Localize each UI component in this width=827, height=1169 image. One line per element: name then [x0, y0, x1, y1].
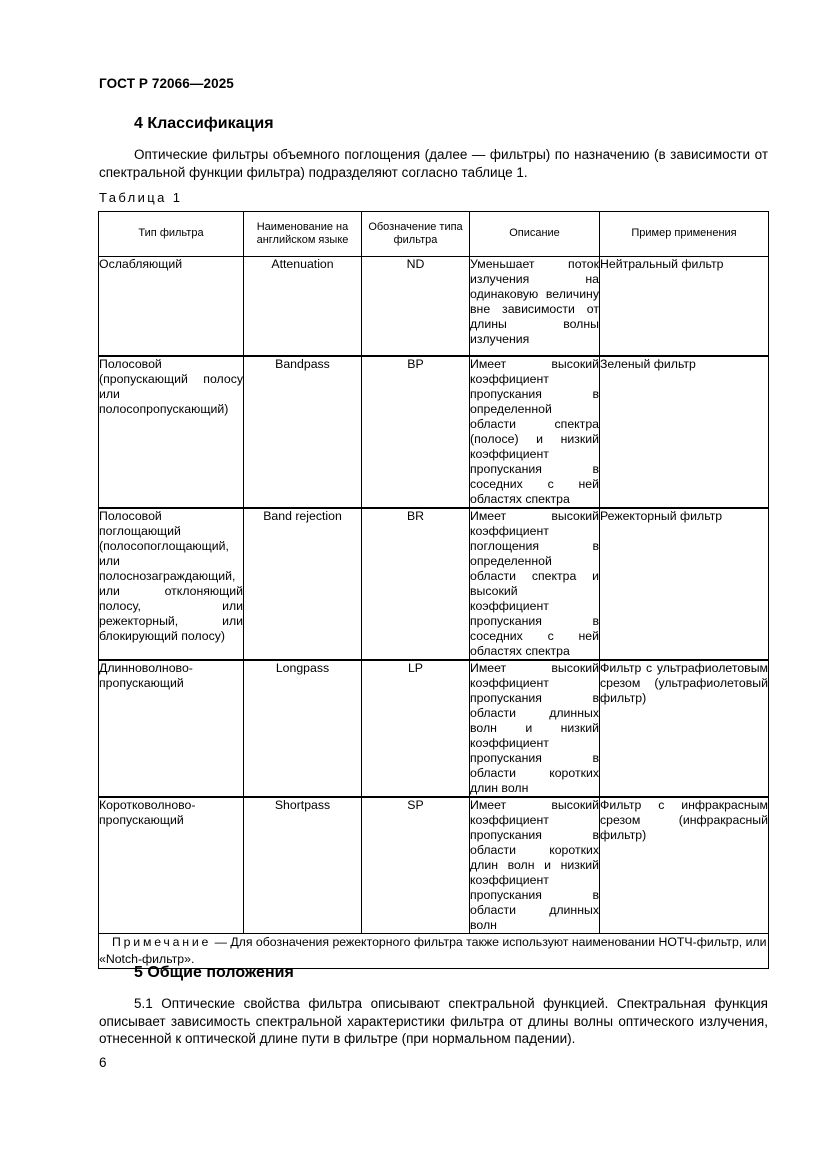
cell-description: Имеет высокий коэффициент пропускания в области длинных волн и низкий коэффициент пропускания в области коротких длин волн — [470, 660, 599, 795]
table-row — [99, 257, 769, 356]
cell-description: Имеет высокий коэффициент поглощения в определенной области спектра и высокий коэффициент пропускания в соседних с ней областях спектра — [470, 508, 599, 658]
cell-type: Ослабляющий — [99, 257, 244, 356]
table-caption: Таблица 1 — [99, 190, 183, 205]
cell-example: Фильтр с инфракрасным срезом (инфракрасный фильтр) — [600, 797, 769, 934]
cell-example: Фильтр с ультрафиолетовым срезом (ультрафиолетовый фильтр) — [600, 660, 769, 797]
cell-english-name: Longpass — [244, 660, 362, 797]
section-4-intro-paragraph: Оптические фильтры объемного поглощения (далее — фильтры) по назначению (в зависимости от спектральной функции фильтра) подразделяют согласно таблице 1. — [99, 147, 768, 180]
table-row — [99, 660, 769, 797]
section-5-paragraph-1: 5.1 Оптические свойства фильтра описывают спектральной функцией. Спектральная функция описывает зависимость спектральной характеристики фильтра от длины волны оптического излучения, отнесенной к оптической длине пути в фильтре (при нормальном падении). — [99, 996, 768, 1046]
cell-english-name: Attenuation — [244, 257, 362, 356]
cell-example: Режекторный фильтр — [600, 508, 769, 660]
column-header-english-name: Наименование на английском языке — [244, 212, 362, 257]
cell-description: Уменьшает поток излучения на одинаковую величину вне зависимости от длины волны излучения — [470, 257, 600, 356]
section-5-heading: 5 Общие положения — [134, 964, 294, 981]
column-header-type: Тип фильтра — [99, 212, 244, 257]
cell-type: Полосовой поглощающий (полосопоглощающий, или полоснозаграждающий, или отклоняющий полосу, или режекторный, или блокирующий полосу) — [99, 508, 244, 660]
document-standard-id: ГОСТ Р 72066—2025 — [99, 76, 234, 91]
cell-description: Имеет высокий коэффициент пропускания в определенной области спектра (полосе) и низкий коэффициент пропускания в соседних с ней областях спектра — [470, 356, 599, 506]
note-text: — Для обозначения режекторного фильтра также используют наименовании НОТЧ-фильтр, или «Notch-фильтр». — [99, 934, 767, 966]
column-header-designation: Обозначение типа фильтра — [362, 212, 470, 257]
table-header-row — [99, 212, 769, 257]
cell-designation: LP — [362, 660, 470, 797]
column-header-description: Описание — [470, 212, 600, 257]
cell-type: Длинноволново-пропускающий — [99, 660, 244, 797]
page-number: 6 — [99, 1055, 107, 1070]
cell-english-name: Shortpass — [244, 797, 362, 934]
cell-english-name: Bandpass — [244, 356, 362, 508]
column-header-example: Пример применения — [600, 212, 769, 257]
classification-table — [98, 211, 769, 969]
cell-example: Нейтральный фильтр — [600, 257, 769, 356]
cell-english-name: Band rejection — [244, 508, 362, 660]
table-row — [99, 797, 769, 934]
cell-designation: BR — [362, 508, 470, 660]
cell-type: Коротковолново-пропускающий — [99, 797, 244, 934]
table-row — [99, 508, 769, 660]
cell-designation: BP — [362, 356, 470, 508]
cell-designation: SP — [362, 797, 470, 934]
cell-designation: ND — [362, 257, 470, 356]
note-label: Примечание — [112, 934, 212, 949]
section-4-heading: 4 Классификация — [134, 115, 274, 132]
cell-type: Полосовой (пропускающий полосу или полосопропускающий) — [99, 356, 244, 508]
table-note-row — [99, 933, 769, 968]
cell-example: Зеленый фильтр — [600, 356, 769, 508]
cell-description: Имеет высокий коэффициент пропускания в области коротких длин волн и низкий коэффициент пропускания в области длинных волн — [470, 797, 599, 932]
table-row — [99, 356, 769, 508]
table-note — [99, 933, 769, 968]
